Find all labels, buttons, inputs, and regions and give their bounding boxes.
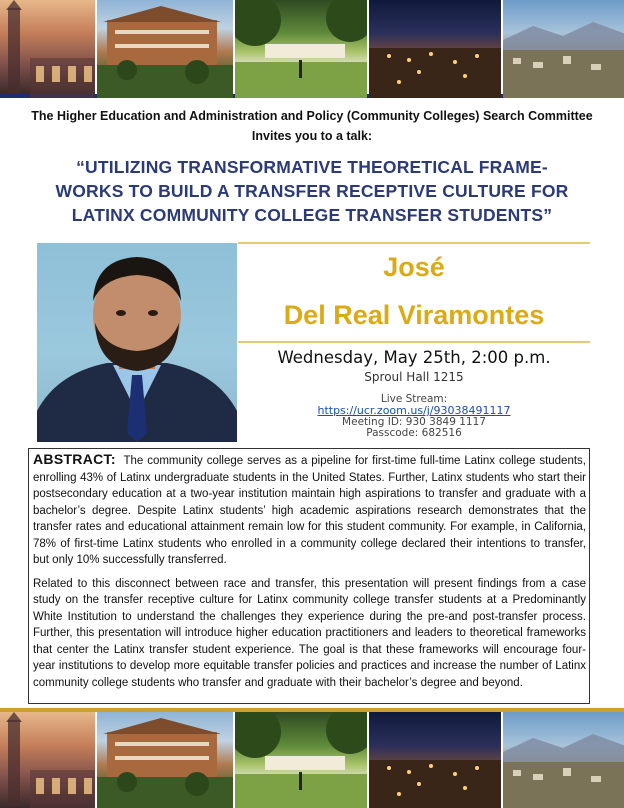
trees-arcade-photo (235, 712, 367, 808)
meeting-id: Meeting ID: 930 3849 1117 (342, 416, 486, 428)
night-campus-photo (369, 0, 501, 94)
abstract-box (28, 448, 590, 704)
event-location: Sproul Hall 1215 (364, 370, 464, 384)
committee-invitation (20, 106, 604, 146)
passcode: Passcode: 682516 (366, 427, 462, 439)
abstract-label: ABSTRACT: (33, 451, 116, 467)
city-panorama-photo (503, 0, 624, 94)
bottom-photo-banner (0, 708, 624, 808)
committee-line: The Higher Education and Administration and Policy (Community Colleges) Search Committee (31, 109, 593, 123)
bell-tower-photo (0, 712, 95, 808)
abstract-paragraph-2: Related to this disconnect between race and transfer, this presentation will present findings from a case study on the transfer receptive culture for Latinx community college transfer students at a Predominantly White Institution to understand the challenges they experience during the pre-and post-transfer process. Further, this presentation will introduce higher education practitioners and leaders to theoretical frameworks that center the Latinx transfer student experience. The goal is that these frameworks will encourage four-year institutions to develop more equitable transfer policies and practices and increase the number of Latinx community college students who transfer and graduate with their bachelor’s degree and beyond. (33, 577, 586, 689)
title-line-1: “UTILIZING TRANSFORMATIVE THEORETICAL FRAME- (76, 157, 548, 177)
live-stream-info (238, 394, 590, 439)
gold-divider-top (238, 242, 590, 244)
night-campus-photo (369, 712, 501, 808)
trees-arcade-photo (235, 0, 367, 94)
campus-building-photo (97, 712, 233, 808)
live-stream-label: Live Stream: (380, 393, 448, 405)
speaker-last-name: Del Real Viramontes (283, 300, 545, 330)
top-photo-banner (0, 0, 624, 98)
city-panorama-photo (503, 712, 624, 808)
abstract-paragraph-1 (33, 451, 586, 569)
event-datetime: Wednesday, May 25th, 2:00 p.m. (277, 348, 551, 367)
talk-title (30, 155, 594, 227)
title-line-3: LATINX COMMUNITY COLLEGE TRANSFER STUDENTS” (71, 205, 553, 225)
gold-divider-bottom (238, 341, 590, 343)
invite-line: Invites you to a talk: (251, 129, 373, 143)
speaker-portrait (37, 243, 237, 442)
zoom-link[interactable]: https://ucr.zoom.us/j/93038491117 (317, 404, 511, 417)
title-line-2: WORKS TO BUILD A TRANSFER RECEPTIVE CULTURE FOR (55, 181, 569, 201)
abstract-text-1: The community college serves as a pipeline for first-time full-time Latinx college students, enrolling 43% of Latinx undergraduate students in the United States. Further, Latinx students who start their postsecondary education at a two-year institution maintain high aspirations to transfer and graduate with a bachelor’s degree. Despite Latinx students’ high academic aspirations research demonstrates that the transfer rates and educational attainment remain low for this student community. For example, in California, 78% of first-time Latinx students who enrolled in a community college declared their intentions to transfer, but only 10% successfully transferred. (33, 455, 586, 566)
campus-building-photo (97, 0, 233, 94)
bell-tower-photo (0, 0, 95, 94)
speaker-first-name: José (383, 252, 445, 282)
